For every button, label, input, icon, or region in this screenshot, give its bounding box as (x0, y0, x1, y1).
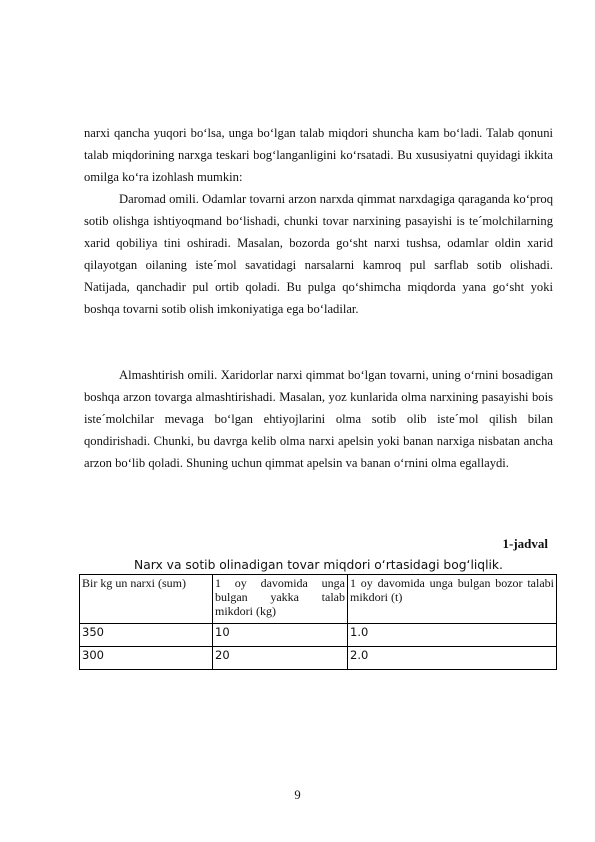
table-cell: 300 (80, 647, 213, 670)
table-cell: 350 (80, 624, 213, 647)
table-header-row (80, 575, 557, 624)
table-row (80, 624, 557, 647)
paragraph-substitution-factor: Almashtirish omili. Xaridorlar narxi qimmat bo‘lgan tovarni, uning o‘rnini bosadigan boshqa arzon tovarga almashtirishadi. Masalan, yoz kunlarida olma narxining pasayishi bois iste´molchilar mevaga bo‘lgan ehtiyojlarini olma sotib olib iste´mol qilish bilan qondirishadi. Chunki, bu davrga kelib olma narxi apelsin yoki banan narxiga nisbatan ancha arzon bo‘lib qoladi. Shuning uchun qimmat apelsin va banan o‘rnini olma egallaydi. (84, 368, 553, 470)
table-cell: 1.0 (348, 624, 557, 647)
table-row (80, 647, 557, 670)
table-label: 1-jadval (502, 536, 548, 551)
table-cell: 20 (213, 647, 348, 670)
header-cell-price: Bir kg un narxi (sum) (80, 575, 213, 624)
table-cell: 10 (213, 624, 348, 647)
table-caption: Narx va sotib olinadigan tovar miqdori o‘rtasidagi bog‘liqlik. (134, 558, 503, 572)
table-cell: 2.0 (348, 647, 557, 670)
header-cell-market-demand: 1 oy davomida unga bulgan bozor talabi mikdori (t) (348, 575, 557, 624)
paragraph-intro: narxi qancha yuqori bo‘lsa, unga bo‘lgan talab miqdori shuncha kam bo‘ladi. Talab qonuni talab miqdorining narxga teskari bog‘langanligini ko‘rsatadi. Bu xususiyatni quyidagi ikkita omilga ko‘ra izohlash mumkin: (84, 126, 553, 184)
demand-table (79, 574, 557, 670)
header-cell-individual-demand: 1 oy davomida unga bulgan yakka talab mikdori (kg) (213, 575, 348, 624)
paragraph-income-factor: Daromad omili. Odamlar tovarni arzon narxda qimmat narxdagiga qaraganda ko‘proq sotib olishga ishtiyoqmand bo‘lishadi, chunki tovar narxining pasayishi is te´molchilarning xarid qobiliya tini oshiradi. Masalan, bozorda go‘sht narxi tushsa, odamlar oldin xarid qilayotgan oilaning iste´mol savatidagi narsalarni kamroq pul sarflab sotib olishadi. Natijada, qanchadir pul ortib qoladi. Bu pulga qo‘shimcha miqdorda yana go‘sht yoki boshqa tovarni sotib olish imkoniyatiga ega bo‘ladilar. (84, 192, 553, 316)
page-number: 9 (294, 788, 301, 802)
